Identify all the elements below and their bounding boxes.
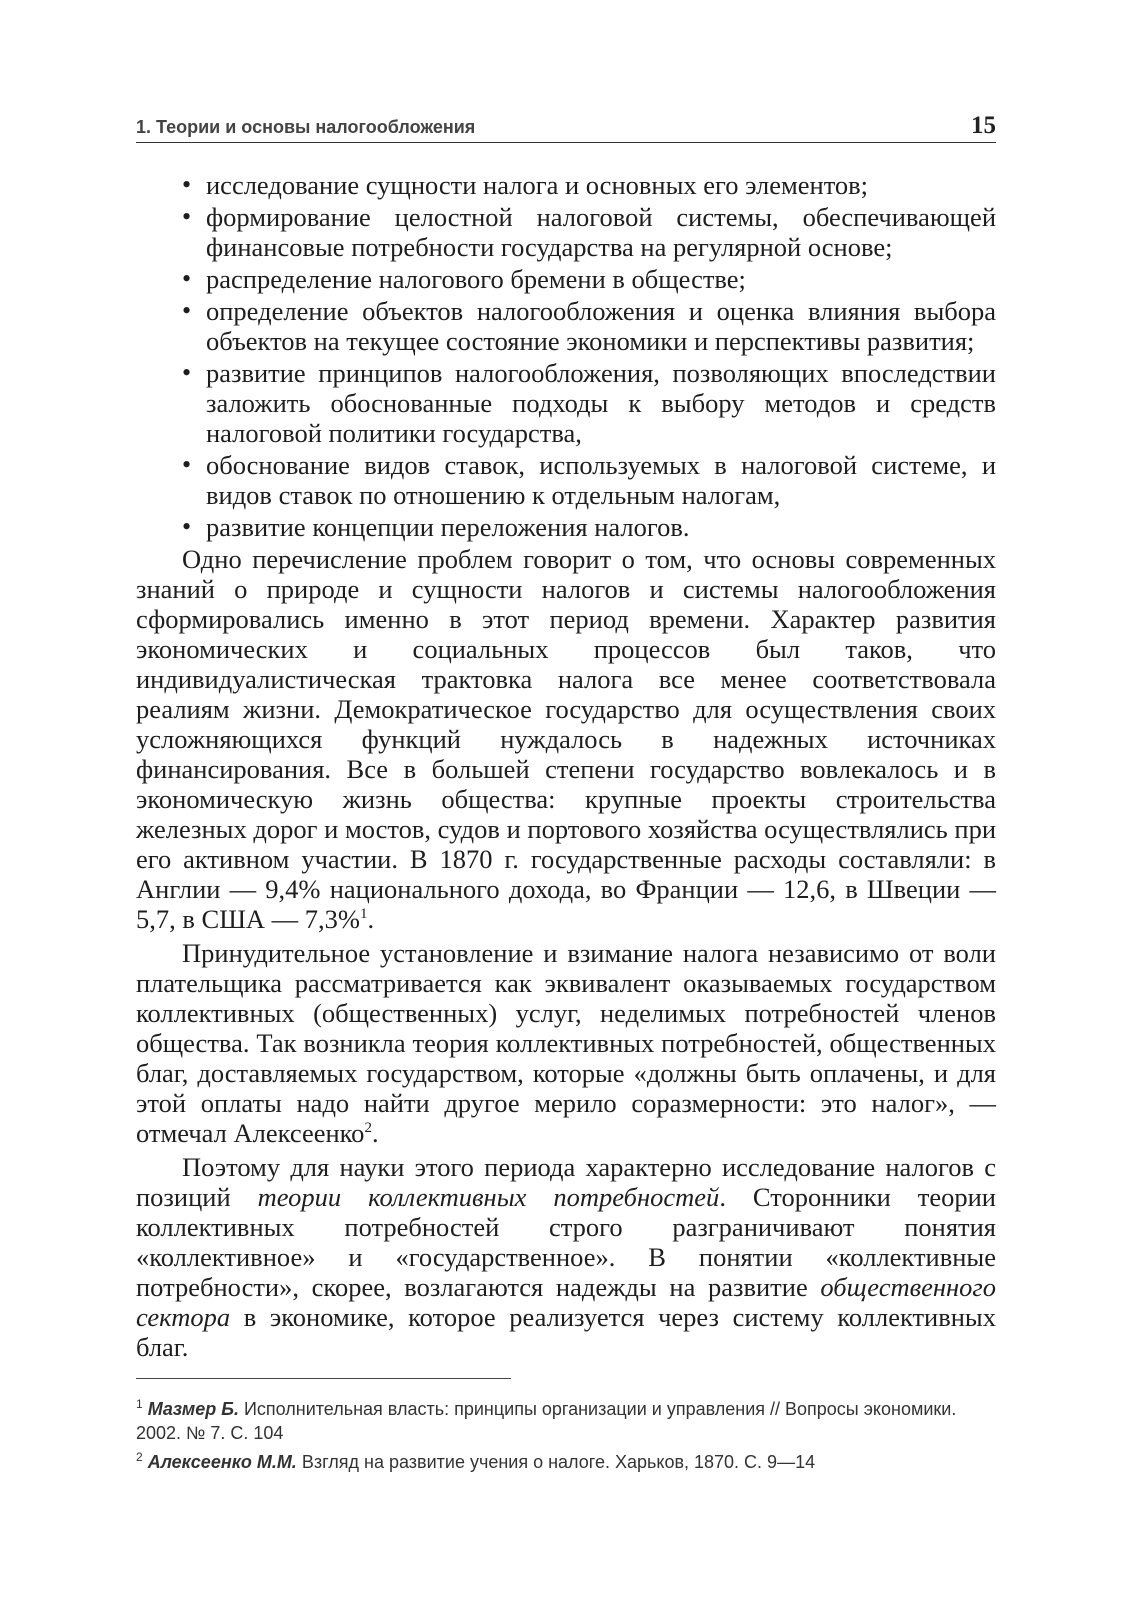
paragraph-1: Одно перечисление проблем говорит о том, что основы современных знаний о природе и сущности налогов и системы налогообложения сформировались именно в этот период времени. Характер развития экономических и социальных процессов был таков, что индивидуалистическая трактовка налога все менее соответствовала реалиям жизни. Демократическое государство для осуществления своих усложняющихся функций нуждалось в надежных источниках финансирования. Все в большей степени государство вовлекалось и в экономическую жизнь общества: крупные проекты строительства железных дорог и мостов, судов и портового хозяйства осуществлялись при его активном участии. В 1870 г. государственные расходы составляли: в Англии — 9,4% национального дохода, во Франции — 12,6, в Швеции — 5,7, в США — 7,3%$^1$. [136,544,996,934]
emphasis-public-sector: общественного сектора [136,1272,996,1332]
paragraph-3 [136,1152,996,1362]
footnote-text: Исполнительная власть: принципы организации и управления // Вопросы экономики. 2002. № 7. С. 104 [136,1399,957,1443]
footnote-1 [136,1392,996,1445]
footnotes [136,1392,996,1474]
footnote-author: Мазмер Б. [147,1399,239,1419]
main-text [136,170,996,1366]
footnote-ref-1: 1 [360,906,368,923]
paragraph-2: Принудительное установление и взимание налога независимо от воли плательщика рассматривается как эквивалент оказываемых государством коллективных (общественных) услуг, неделимых потребностей членов общества. Так возникла теория коллективных потребностей, общественных благ, доставляемых государством, которые «должны быть оплачены, и для этой оплаты надо найти другое мерило соразмерности: это налог», — отмечал Алексеенко$^2$. [136,938,996,1148]
running-title: 1. Теории и основы налогообложения [136,117,476,137]
list-item: • определение объектов налогообложения и оценка влияния выбора объектов на текущее состояние экономики и перспективы развития; [136,296,996,356]
problem-list [136,170,996,542]
footnote-ref-2: 2 [364,1120,372,1137]
paragraph-3-text-a: Поэтому для науки этого периода характерно исследование налогов с позиций [136,1152,996,1212]
list-item: • формирование целостной налоговой системы, обеспечивающей финансовые потребности государства на регулярной основе; [136,202,996,262]
list-item: • развитие принципов налогообложения, позволяющих впоследствии заложить обоснованные подходы к выбору методов и средств налоговой политики государства, [136,358,996,448]
list-item: • обоснование видов ставок, используемых в налоговой системе, и видов ставок по отношению к отдельным налогам, [136,450,996,510]
footnote-divider [136,1378,511,1379]
paragraph-3-text-b: . Сторонники теории коллективных потребностей строго разграничивают понятия «коллективное» и «государственное». В понятии «коллективные потребности», скорее, возлагаются надежды на развитие [136,1182,996,1302]
paragraph-1-text: Одно перечисление проблем говорит о том, что основы современных знаний о природе и сущности налогов и системы налогообложения сформировались именно в этот период времени. Характер развития экономических и социальных процессов был таков, что индивидуалистическая трактовка налога все менее соответствовала реалиям жизни. Демократическое государство для осуществления своих усложняющихся функций нуждалось в надежных источниках финансирования. Все в большей степени государство вовлекалось и в экономическую жизнь общества: крупные проекты строительства железных дорог и мостов, судов и портового хозяйства осуществлялись при его активном участии. В 1870 г. государственные расходы составляли: в Англии — 9,4% национального дохода, во Франции — 12,6, в Швеции — 5,7, в США — 7,3% [136,544,996,934]
paragraph-2-text: Принудительное установление и взимание налога независимо от воли плательщика рассматривается как эквивалент оказываемых государством коллективных (общественных) услуг, неделимых потребностей членов общества. Так возникла теория коллективных потребностей, общественных благ, доставляемых государством, которые «должны быть оплачены, и для этой оплаты надо найти другое мерило соразмерности: это налог», — отмечал Алексеенко [136,938,996,1148]
list-item: • исследование сущности налога и основных его элементов; [136,170,996,200]
list-item: • распределение налогового бремени в обществе; [136,264,996,294]
list-item: • развитие концепции переложения налогов. [136,512,996,542]
page-number: 15 [971,112,996,139]
running-header [136,112,996,143]
footnote-mark: 1 [136,1397,143,1411]
footnote-text: Взгляд на развитие учения о налоге. Харьков, 1870. С. 9—14 [301,1452,816,1472]
paragraph-3-text-c: в экономике, которое реализуется через систему коллективных благ. [136,1302,996,1362]
footnote-mark: 2 [136,1450,143,1464]
footnote-2 [136,1445,996,1474]
emphasis-collective-needs: теории коллективных потребностей [257,1182,720,1212]
footnote-author: Алексеенко М.М. [147,1452,297,1472]
